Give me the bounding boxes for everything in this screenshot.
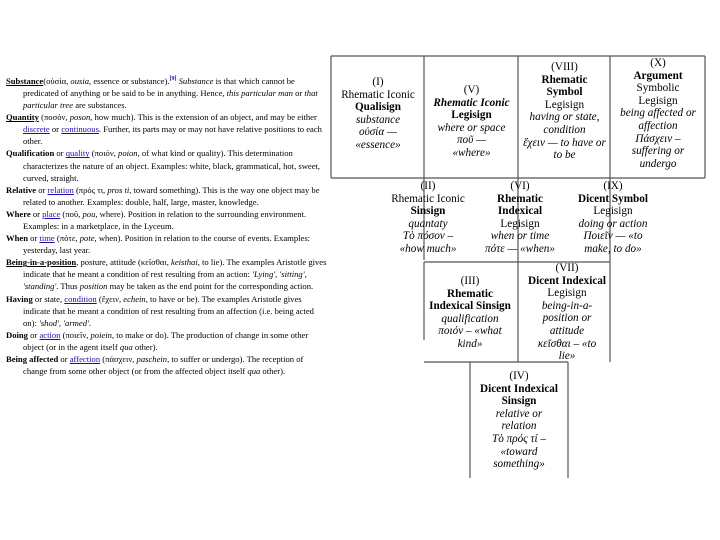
cell-line: Rhematic [447, 287, 493, 300]
sign-class-cell [565, 180, 661, 256]
cell-line: substance [355, 113, 401, 126]
link-place[interactable]: place [42, 208, 61, 219]
cell-line: Legisign [593, 205, 633, 218]
link-relation[interactable]: relation [47, 184, 74, 195]
cell-line: lie» [558, 350, 576, 363]
cell-line: πότε — «when» [485, 242, 555, 255]
sign-class-cell [519, 61, 610, 162]
link-affection[interactable]: affection [69, 354, 101, 365]
cell-line: Indexical [497, 205, 543, 218]
cell-line: Legisign [638, 94, 678, 107]
entry-being-affected: Being affected or affection (πάσχειν, paschein, to suffer or undergo). The reception of change from some other object (or from the affected object itself qua other). [6, 354, 304, 377]
cell-line: Dicent Indexical [480, 382, 558, 395]
sign-class-cell [472, 180, 568, 256]
entry-quantity: Quantity (ποσόν, poson, how much). This is the extension of an object, and may be either discrete or continuous. Further, its parts may or may not have relative positions to each other. [6, 112, 322, 147]
cell-line: «essence» [355, 138, 401, 151]
cell-line: Legisign [544, 98, 585, 111]
cell-line: something» [493, 458, 545, 471]
cell-number: (III) [460, 275, 480, 287]
cell-line: ποῦ — [456, 134, 487, 147]
cell-number: (VI) [510, 180, 530, 192]
cell-line: Sinsign [410, 205, 446, 218]
cell-line: Symbol [546, 86, 583, 99]
sign-class-cell [471, 370, 567, 471]
cell-line: Dicent Symbol [578, 192, 648, 205]
cell-line: kind» [457, 337, 483, 350]
cell-line: Τὸ πρός τί – [491, 432, 547, 445]
cell-line: Symbolic [636, 82, 680, 95]
cell-line: Qualisign [354, 101, 401, 114]
cell-line: «how much» [399, 242, 457, 255]
cell-line: Rhematic Iconic [341, 88, 415, 101]
cell-line: when or time [490, 230, 550, 243]
link-continuous[interactable]: continuous [61, 124, 99, 135]
cell-line: ἔχειν — to have or [523, 136, 606, 149]
cell-number: (VII) [555, 262, 579, 274]
cell-line: qualification [441, 312, 499, 325]
cell-line: attitude [549, 324, 585, 337]
entry-doing: Doing or action (ποιεῖν, poiein, to make or do). The production of change in some other object (or in the agent itself qua other). [6, 329, 309, 352]
cell-line: Legisign [500, 217, 540, 230]
sign-class-cell [425, 84, 518, 160]
link-discrete[interactable]: discrete [23, 124, 50, 135]
cell-line: relative or [495, 407, 543, 420]
cell-line: position or [542, 312, 592, 325]
cell-line: Legisign [451, 109, 492, 122]
cell-line: undergo [639, 157, 677, 170]
cell-line: condition [543, 123, 586, 136]
entry-qualification: Qualification or quality (ποιόν, poion, of what kind or quality). This determination characterizes the nature of an object. Examples: white, black, grammatical, hot, sweet, curved, straight. [6, 148, 321, 183]
entry-being-in-a-position: Being-in-a-position, posture, attitude (κεῖσθαι, keisthai, to lie). The examples Aristotle gives indicate that he meant a condition of rest resulting from an action: 'Lying', 'sitting', 'standing'. Thus position may be taken as the end point for the corresponding action. [6, 257, 327, 292]
cell-line: οὐσία — [359, 126, 397, 139]
cell-line: Rhematic Iconic [391, 192, 465, 205]
cell-line: doing or action [578, 217, 648, 230]
term-link[interactable]: Quantity [6, 112, 39, 123]
cell-line: make, to do» [584, 242, 642, 255]
cell-line: κεῖσθαι – «to [537, 337, 597, 350]
link-time[interactable]: time [39, 233, 55, 244]
entry-relative: Relative or relation (πρός τι, pros ti, toward something). This is the way one object may be related to another. Examples: double, half, large, master, knowledge. [6, 184, 320, 207]
cell-line: Argument [633, 69, 683, 82]
link-action[interactable]: action [39, 329, 61, 340]
sign-class-cell [333, 76, 423, 152]
sign-class-cell [420, 275, 520, 351]
term-link[interactable]: Being-in-a-position [6, 257, 77, 268]
reference-link[interactable]: [9] [169, 76, 177, 82]
entry-having: Having or state, condition (ἔχειν, echein, to have or be). The examples Aristotle gives indicate that he meant a condition of rest resulting from an affection (i.e. being acted on): 'shod', 'armed'. [6, 293, 314, 328]
sign-class-cell [611, 57, 705, 170]
sign-class-cell [519, 262, 615, 363]
cell-line: Legisign [547, 287, 587, 300]
link-condition[interactable]: condition [64, 293, 97, 304]
link-quality[interactable]: quality [65, 148, 90, 159]
term-link[interactable]: Substance [6, 75, 44, 86]
cell-line: affection [638, 119, 678, 132]
cell-number: (VIII) [551, 61, 578, 73]
cell-line: relation [501, 420, 537, 433]
cell-line: quantaty [408, 217, 448, 230]
cell-number: (IV) [509, 370, 529, 382]
entry-when: When or time (πότε, pote, when). Position in relation to the course of events. Examples: yesterday, last year. [6, 233, 311, 256]
sign-class-cell [380, 180, 476, 256]
entry-substance: Substance(οὐσία, ousia, essence or substance).[9] Substance is that which cannot be predicated of anything or be said to be in anything. Hence, this particular man or that particular tree are substances. [6, 75, 318, 111]
cell-line: «where» [452, 146, 491, 159]
cell-line: Ποιεῖν — «to [583, 230, 643, 243]
cell-line: being-in-a- [541, 299, 593, 312]
cell-line: «toward [500, 445, 538, 458]
cell-line: ποιόν – «what [438, 325, 502, 338]
cell-line: to be [553, 149, 576, 162]
cell-line: suffering or [631, 145, 685, 158]
cell-number: (X) [650, 57, 666, 69]
cell-line: Πάσχειν – [635, 132, 681, 145]
cell-line: Sinsign [501, 395, 537, 408]
entry-where: Where or place (ποῦ, pou, where). Position in relation to the surrounding environment. Examples: in a marketplace, in the Lyceum. [6, 208, 307, 231]
cell-line: Rhematic [497, 192, 543, 205]
cell-line: being affected or [620, 107, 696, 120]
cell-line: Indexical Sinsign [429, 300, 511, 313]
cell-number: (V) [463, 84, 480, 96]
cell-line: Rhematic [541, 73, 588, 86]
cell-line: Dicent Indexical [528, 274, 606, 287]
cell-line: Τὸ πόσον – [402, 230, 454, 243]
cell-number: (IX) [603, 180, 623, 192]
cell-number: (I) [372, 76, 384, 88]
cell-line: having or state, [529, 111, 600, 124]
cell-line: Rhematic Iconic [433, 96, 510, 109]
cell-number: (II) [420, 180, 436, 192]
cell-line: where or space [437, 121, 506, 134]
